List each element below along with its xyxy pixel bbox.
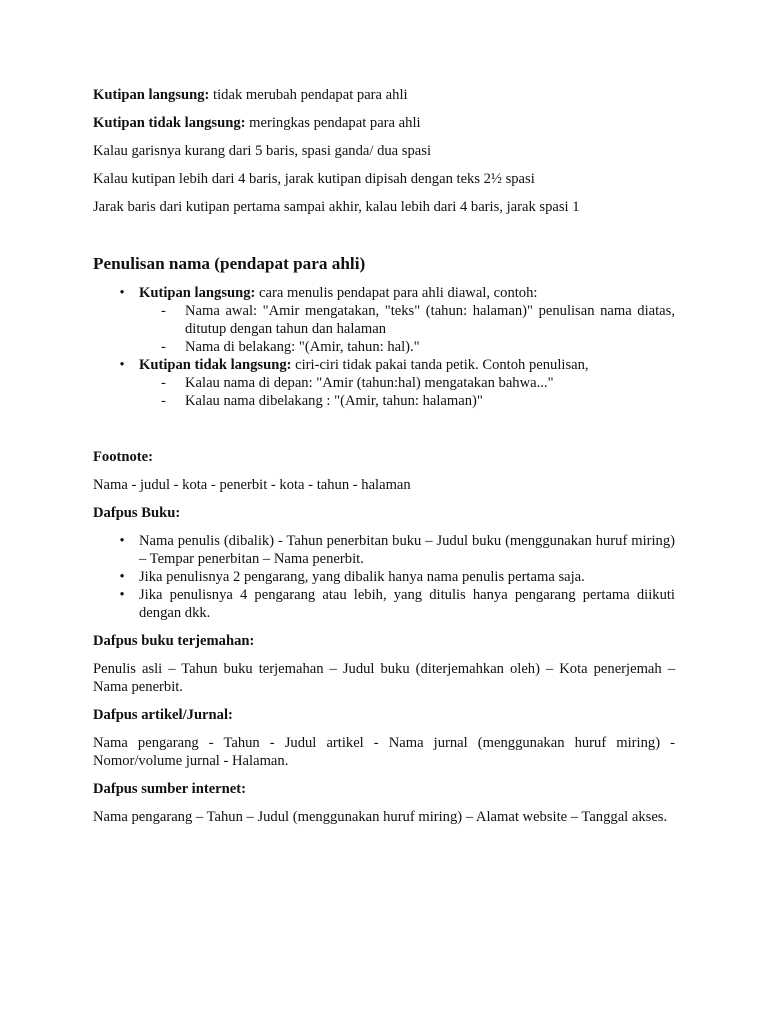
rule-text: Kalau kutipan lebih dari 4 baris, jarak kutipan dipisah dengan teks 2½ spasi: [93, 171, 535, 187]
footnote-heading: Footnote:: [93, 449, 153, 465]
bullet-icon: •: [119, 285, 125, 301]
section-heading-penulisan-nama: Penulisan nama (pendapat para ahli): [93, 254, 366, 273]
bullet-icon: •: [119, 587, 125, 603]
item-text: Nama penulis (dibalik) - Tahun penerbitan buku – Judul buku (menggunakan huruf miring) – Tempar penerbitan – Nama penerbit.: [139, 533, 675, 567]
list-item: [93, 568, 675, 586]
intro-rule-jarak-kutipan: [93, 170, 675, 188]
sub-list-item: [139, 338, 675, 356]
sub-item-text: Nama di belakang: "(Amir, tahun: hal).": [185, 339, 420, 355]
footnote-text: Nama - judul - kota - penerbit - kota - tahun - halaman: [93, 477, 411, 493]
dafpus-internet-text: Nama pengarang – Tahun – Judul (menggunakan huruf miring) – Alamat website – Tanggal akses.: [93, 809, 668, 825]
dash-icon: -: [161, 303, 166, 319]
dash-icon: -: [161, 375, 166, 391]
bullet-icon: •: [119, 533, 125, 549]
list-item: [93, 586, 675, 622]
sub-item-text: Nama awal: "Amir mengatakan, "teks" (tahun: halaman)" penulisan nama diatas, ditutup dengan tahun dan halaman: [185, 303, 675, 337]
list-item: [93, 284, 675, 356]
sub-item-text: Kalau nama dibelakang : "(Amir, tahun: halaman)": [185, 393, 483, 409]
term-definition: meringkas pendapat para ahli: [245, 115, 421, 131]
term-label: Kutipan langsung:: [93, 87, 210, 103]
dafpus-buku-list: [93, 532, 675, 622]
penulisan-nama-list: [93, 284, 675, 410]
bullet-icon: •: [119, 569, 125, 585]
item-text: cara menulis pendapat para ahli diawal, contoh:: [255, 285, 538, 301]
sub-item-text: Kalau nama di depan: "Amir (tahun:hal) mengatakan bahwa...": [185, 375, 554, 391]
sub-list: [139, 302, 675, 356]
dafpus-terjemahan-section: [93, 632, 675, 696]
dash-icon: -: [161, 393, 166, 409]
sub-list-item: [139, 374, 675, 392]
sub-list-item: [139, 302, 675, 338]
bullet-icon: •: [119, 357, 125, 373]
item-label: Kutipan langsung:: [139, 285, 256, 301]
term-label: Kutipan tidak langsung:: [93, 115, 246, 131]
intro-kutipan-langsung: [93, 86, 675, 104]
list-item: [93, 532, 675, 568]
dafpus-buku-heading: Dafpus Buku:: [93, 505, 181, 521]
item-label: Kutipan tidak langsung:: [139, 357, 292, 373]
item-text: Jika penulisnya 4 pengarang atau lebih, yang ditulis hanya pengarang pertama diikuti dengan dkk.: [139, 587, 675, 621]
dafpus-internet-heading: Dafpus sumber internet:: [93, 781, 246, 797]
intro-rule-spasi-ganda: [93, 142, 675, 160]
dash-icon: -: [161, 339, 166, 355]
intro-kutipan-tidak-langsung: [93, 114, 675, 132]
sub-list-item: [139, 392, 675, 410]
dafpus-terjemahan-text: Penulis asli – Tahun buku terjemahan – Judul buku (diterjemahkan oleh) – Kota penerjemah – Nama penerbit.: [93, 661, 675, 695]
footnote-section: [93, 448, 675, 494]
term-definition: tidak merubah pendapat para ahli: [209, 87, 408, 103]
item-text: Jika penulisnya 2 pengarang, yang dibalik hanya nama penulis pertama saja.: [139, 569, 585, 585]
document-page: [93, 86, 675, 836]
dafpus-artikel-heading: Dafpus artikel/Jurnal:: [93, 707, 233, 723]
dafpus-artikel-text: Nama pengarang - Tahun - Judul artikel - Nama jurnal (menggunakan huruf miring) - Nomor/volume jurnal - Halaman.: [93, 735, 675, 769]
rule-text: Kalau garisnya kurang dari 5 baris, spasi ganda/ dua spasi: [93, 143, 431, 159]
item-text: ciri-ciri tidak pakai tanda petik. Contoh penulisan,: [291, 357, 589, 373]
list-item: [93, 356, 675, 410]
sub-list: [139, 374, 675, 410]
rule-text: Jarak baris dari kutipan pertama sampai akhir, kalau lebih dari 4 baris, jarak spasi 1: [93, 199, 580, 215]
dafpus-terjemahan-heading: Dafpus buku terjemahan:: [93, 633, 255, 649]
intro-rule-jarak-baris: [93, 198, 675, 216]
